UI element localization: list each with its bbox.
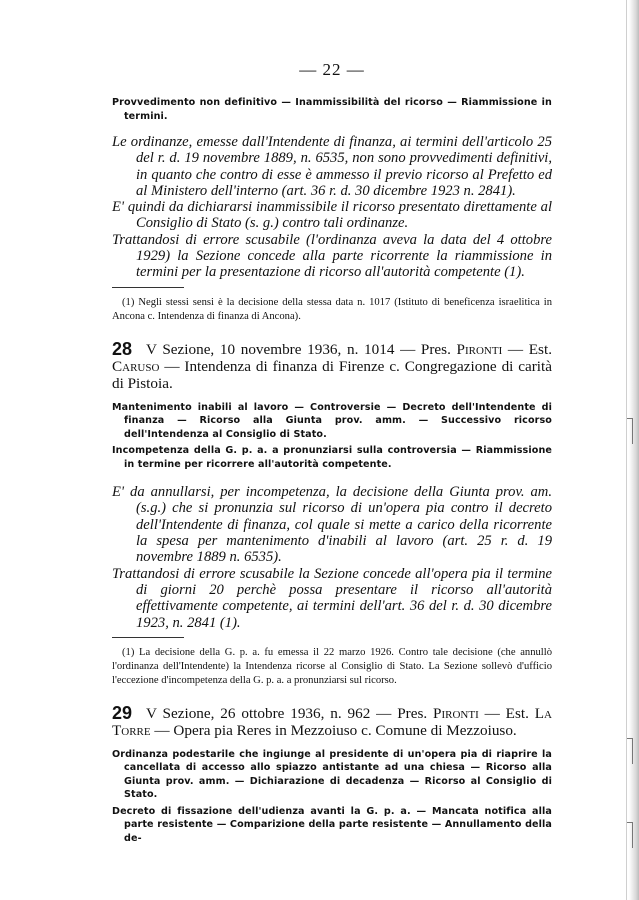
president-name: Pironti bbox=[456, 340, 503, 358]
massima: Provvedimento non definitivo — Inammissibilità del ricorso — Riammissione in termini. bbox=[112, 97, 552, 122]
paragraph: Le ordinanze, emesse dall'Intendente di finanza, ai termini dell'articolo 25 del r. d. 19 novembre 1889, n. 6535, non sono provvedimenti definitivi, in quanto che contro di esse è ammesso il previo ricorso al Prefetto ed al Ministero dell'interno (art. 36 r. d. 30 dicembre 1923 n. 2841). bbox=[112, 134, 552, 199]
footnote: (1) Negli stessi sensi è la decisione della stessa data n. 1017 (Istituto di beneficenza israelitica in Ancona c. Intendenza di finanza di Ancona). bbox=[112, 296, 552, 322]
scan-mark bbox=[632, 738, 633, 764]
case-heading bbox=[112, 702, 552, 739]
massima: Decreto di fissazione dell'udienza avanti la G. p. a. — Mancata notifica alla parte resistente — Comparizione della parte resistente — Annullamento della de- bbox=[112, 805, 552, 844]
estensore-name: Caruso bbox=[112, 357, 160, 375]
scan-mark bbox=[632, 418, 633, 444]
massima: Ordinanza podestarile che ingiunge al presidente di un'opera pia di riaprire la cancellata di accesso allo spiazzo antistante ad una chiesa — Ricorso alla Giunta prov. amm. — Dichiarazione di decadenza — Ricorso al Consiglio di Stato. bbox=[112, 748, 552, 801]
case-heading bbox=[112, 338, 552, 392]
estensore-name: La Torre bbox=[112, 704, 552, 739]
scan-mark bbox=[632, 822, 633, 848]
page-edge-line bbox=[626, 0, 627, 900]
page-edge-shadow bbox=[629, 0, 639, 900]
case-28 bbox=[112, 338, 552, 688]
president-name: Pironti bbox=[433, 704, 479, 722]
paragraph: E' da annullarsi, per incompetenza, la decisione della Giunta prov. am. (s.g.) che si pronunzia sul ricorso di un'opera pia contro il decreto dell'Intendente di finanza, col quale si mette a carico della ricorrente la spesa per mantenimento d'inabili al lavoro (art. 25 r. d. 19 novembre 1889 n. 6535). bbox=[112, 484, 552, 566]
case-29 bbox=[112, 702, 552, 846]
document-page bbox=[112, 60, 552, 845]
heading-text: — Opera pia Reres in Mezzoiuso c. Comune di Mezzoiuso. bbox=[150, 721, 517, 739]
footnote-rule bbox=[112, 637, 184, 638]
paragraph: Trattandosi di errore scusabile (l'ordinanza aveva la data del 4 ottobre 1929) la Sezione concede alla parte ricorrente la riammissione in termini per la presentazione di ricorso all'autorità competente (1). bbox=[112, 231, 552, 281]
heading-text: — Est. bbox=[478, 704, 535, 722]
heading-text: V Sezione, 10 novembre 1936, n. 1014 — Pres. bbox=[146, 340, 457, 358]
case-number: 28 bbox=[112, 338, 133, 359]
page-number: — 22 — bbox=[299, 60, 365, 79]
paragraph: Trattandosi di errore scusabile la Sezione concede all'opera pia il termine di giorni 20 perchè possa presentare il ricorso all'autorità effettivamente competente, ai termini dell'art. 36 del r. d. 30 dicembre 1923, n. 2841 (1). bbox=[112, 565, 552, 631]
heading-text: — Est. bbox=[502, 340, 552, 358]
paragraph: E' quindi da dichiararsi inammissibile il ricorso presentato direttamente al Consiglio di Stato (s. g.) contro tali ordinanze. bbox=[112, 199, 552, 232]
massima: Incompetenza della G. p. a. a pronunziarsi sulla controversia — Riammissione in termine per ricorrere all'autorità competente. bbox=[112, 445, 552, 470]
decision-block-continued bbox=[112, 96, 552, 324]
heading-text: — Intendenza di finanza di Firenze c. Congregazione di carità di Pistoia. bbox=[112, 357, 552, 392]
footnote: (1) La decisione della G. p. a. fu emessa il 22 marzo 1926. Contro tale decisione (che annullò l'ordinanza dell'Intendente) la Intendenza ricorse al Consiglio di Stato. La Sezione sollevò d'ufficio l'eccezione d'incompetenza della G. p. a. a pronunziarsi sul ricorso. bbox=[112, 646, 552, 686]
case-number: 29 bbox=[112, 702, 133, 723]
footnote-rule bbox=[112, 287, 184, 288]
massima: Mantenimento inabili al lavoro — Controversie — Decreto dell'Intendente di finanza — Ricorso alla Giunta prov. amm. — Successivo ricorso dell'Intendenza al Consiglio di Stato. bbox=[112, 401, 552, 440]
heading-text: V Sezione, 26 ottobre 1936, n. 962 — Pres. bbox=[146, 704, 434, 722]
